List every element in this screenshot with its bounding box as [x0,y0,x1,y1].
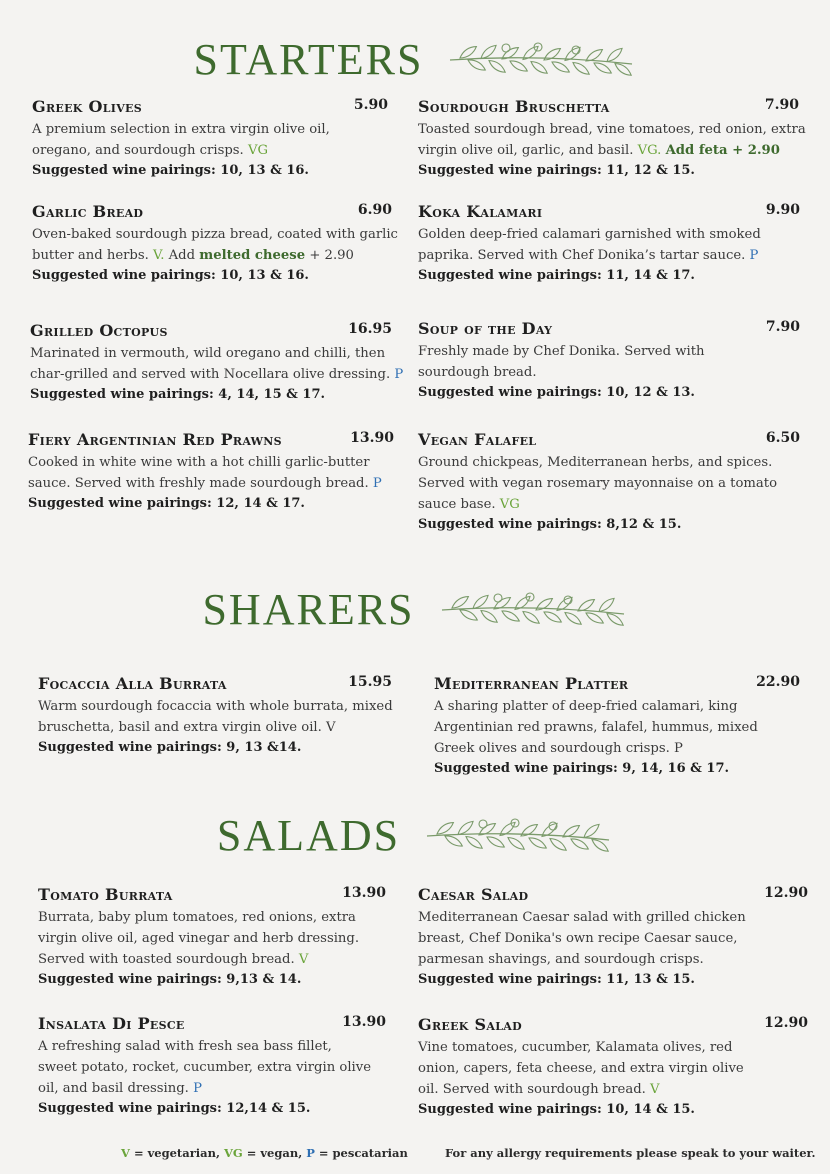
item-price: 12.90 [764,1015,808,1031]
allergy-notice: For any allergy requirements please speak to your waiter. [445,1146,816,1160]
wine-pairings: Suggested wine pairings: 9, 13 &14. [38,740,302,755]
item-description: Cooked in white wine with a hot chilli garlic-butter sauce. Served with freshly made sourdough bread. P [28,455,382,491]
item-name: Greek Salad [418,1015,522,1034]
item-name: Sourdough Bruschetta [418,97,610,116]
item-description: Vine tomatoes, cucumber, Kalamata olives, red onion, capers, feta cheese, and extra virgin olive oil. Served with sourdough bread. V [418,1040,744,1097]
salads-title: SALADS [0,806,830,861]
menu-item-insalata-di-pesce [38,1014,386,1119]
item-price: 6.90 [357,202,392,218]
menu-item-fiery-argentinian-red-prawns [28,430,400,514]
item-name: Fiery Argentinian Red Prawns [28,430,282,449]
item-price: 13.90 [342,885,386,901]
wine-pairings: Suggested wine pairings: 9, 14, 16 & 17. [434,761,730,776]
item-price: 9.90 [765,202,800,218]
menu-item-grilled-octopus [30,321,410,405]
item-price: 15.95 [348,674,392,690]
menu-item-garlic-bread [32,202,402,286]
menu-item-sourdough-bruschetta [418,97,811,181]
menu-item-greek-salad [418,1015,808,1120]
wine-pairings: Suggested wine pairings: 10, 14 & 15. [418,1102,695,1117]
item-description: A premium selection in extra virgin olive oil, oregano, and sourdough crisps. VG [32,122,330,158]
addon-option: melted cheese [199,248,306,263]
wine-pairings: Suggested wine pairings: 11, 13 & 15. [418,972,695,987]
menu-item-koka-kalamari [418,202,804,286]
wine-pairings: Suggested wine pairings: 9,13 & 14. [38,972,302,987]
item-description: Warm sourdough focaccia with whole burrata, mixed bruschetta, basil and extra virgin olive oil. V [38,699,393,735]
item-price: 5.90 [353,97,388,113]
dietary-legend: V = vegetarian, VG = vegan, P = pescatarian [121,1146,408,1160]
item-name: Tomato Burrata [38,885,173,904]
item-price: 13.90 [350,430,394,446]
item-price: 13.90 [342,1014,386,1030]
wine-pairings: Suggested wine pairings: 11, 12 & 15. [418,163,695,178]
diet-tag: P [394,367,404,382]
item-description: Oven-baked sourdough pizza bread, coated with garlic butter and herbs. V. Add melted cheese + 2.90 [32,227,398,263]
menu-item-vegan-falafel [418,430,802,535]
diet-tag: P [372,476,382,491]
menu-item-caesar-salad [418,885,808,990]
wine-pairings: Suggested wine pairings: 4, 14, 15 & 17. [30,387,326,402]
diet-tag: VG [499,497,520,512]
item-name: Focaccia Alla Burrata [38,674,227,693]
item-description: Freshly made by Chef Donika. Served with sourdough bread. [418,344,705,380]
sharers-title: SHARERS [0,580,830,635]
item-description: Toasted sourdough bread, vine tomatoes, red onion, extra virgin olive oil, garlic, and basil. VG. Add feta + 2.90 [418,122,806,158]
item-description: Mediterranean Caesar salad with grilled chicken breast, Chef Donika's own recipe Caesar sauce, parmesan shavings, and sourdough crisps. [418,910,746,967]
wine-pairings: Suggested wine pairings: 12, 14 & 17. [28,496,305,511]
menu-item-tomato-burrata [38,885,386,990]
wine-pairings: Suggested wine pairings: 10, 13 & 16. [32,268,309,283]
item-name: Caesar Salad [418,885,529,904]
item-name: Greek Olives [32,97,142,116]
menu-item-soup-of-the-day [418,319,804,403]
item-name: Mediterranean Platter [434,674,629,693]
item-description: Marinated in vermouth, wild oregano and chilli, then char-grilled and served with Nocellara olive dressing. P [30,346,404,382]
item-price: 22.90 [756,674,800,690]
olive-branch-icon [446,38,636,82]
olive-branch-icon [423,814,613,858]
starters-title: STARTERS [0,30,830,85]
diet-tag: V. [153,248,165,263]
item-name: Garlic Bread [32,202,144,221]
wine-pairings: Suggested wine pairings: 12,14 & 15. [38,1101,311,1116]
wine-pairings: Suggested wine pairings: 10, 13 & 16. [32,163,309,178]
item-price: 16.95 [348,321,392,337]
item-description: A sharing platter of deep-fried calamari, king Argentinian red prawns, falafel, hummus, mixed Greek olives and sourdough crisps. P [434,699,758,756]
menu-item-mediterranean-platter [434,674,802,779]
menu-item-greek-olives [32,97,390,181]
menu-item-focaccia-alla-burrata [38,674,394,758]
diet-tag: P [193,1081,202,1096]
wine-pairings: Suggested wine pairings: 11, 14 & 17. [418,268,695,283]
item-name: Insalata Di Pesce [38,1014,185,1033]
item-price: 6.50 [765,430,800,446]
diet-tag: V [650,1082,660,1097]
item-price: 7.90 [765,319,800,335]
item-description: Burrata, baby plum tomatoes, red onions, extra virgin olive oil, aged vinegar and herb dressing. Served with toasted sourdough bread. V [38,910,360,967]
wine-pairings: Suggested wine pairings: 8,12 & 15. [418,517,682,532]
item-price: 7.90 [764,97,799,113]
diet-tag: VG [247,143,268,158]
diet-tag: V [298,952,309,967]
item-name: Koka Kalamari [418,202,543,221]
item-description: Ground chickpeas, Mediterranean herbs, and spices. Served with vegan rosemary mayonnaise on a tomato sauce base. VG [418,455,778,512]
olive-branch-icon [438,588,628,632]
item-description: Golden deep-fried calamari garnished with smoked paprika. Served with Chef Donika’s tartar sauce. P [418,227,761,263]
diet-tag: VG. [637,143,662,158]
item-price: 12.90 [764,885,808,901]
addon-option: Add feta + 2.90 [665,143,780,158]
item-description: A refreshing salad with fresh sea bass fillet, sweet potato, rocket, cucumber, extra virgin olive oil, and basil dressing. P [38,1039,372,1096]
wine-pairings: Suggested wine pairings: 10, 12 & 13. [418,385,695,400]
item-name: Vegan Falafel [418,430,537,449]
item-name: Soup of the Day [418,319,553,338]
diet-tag: P [749,248,759,263]
item-name: Grilled Octopus [30,321,168,340]
